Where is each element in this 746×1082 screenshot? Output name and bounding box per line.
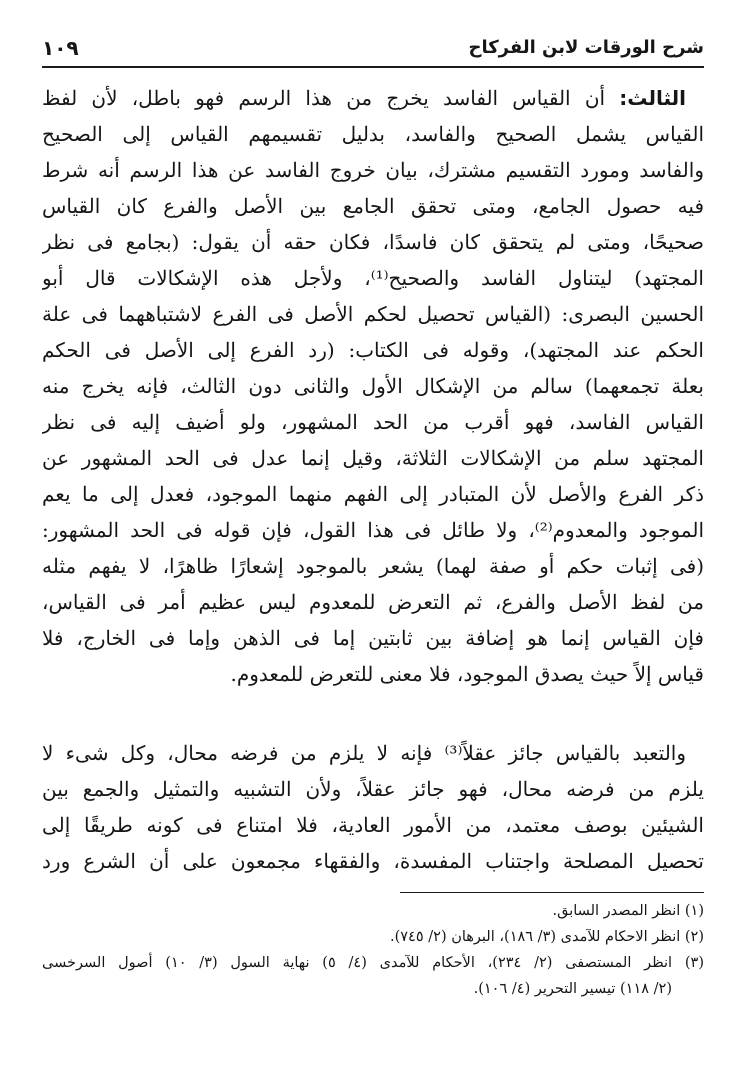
- text-line: قياس إلاً حيث يصدق الموجود، فلا معنى للتعرض للمعدوم.: [230, 662, 704, 686]
- main-paragraph: [42, 80, 704, 692]
- text-line: الحكم عند المجتهد)، وقوله فى الكتاب: (رد الفرع إلى الأصل فى الحكم: [42, 338, 704, 362]
- text-line: الشيئين بوصف معتمد، من الأمور العادية، فلا امتناع فى كونه طريقًا إلى: [42, 813, 704, 837]
- footnote-3-continued: (٢/ ١١٨) تيسير التحرير (٤/ ١٠٦).: [473, 981, 672, 997]
- text-line: الموجود والمعدوم⁽²⁾، ولا طائل فى هذا القول، فإن قوله فى الحد المشهور:: [42, 518, 704, 542]
- running-title: شرح الورقات لابن الفركاح: [468, 37, 704, 58]
- text-line: صحيحًا، ومتى لم يتحقق كان فاسدًا، فكان حقه أن يقول: (بجامع فى نظر: [42, 230, 704, 254]
- text-line: الثالث: أن القياس الفاسد يخرج من هذا الرسم فهو باطل، لأن لفظ: [42, 86, 687, 110]
- page-number: ١٠٩: [42, 36, 79, 60]
- text-line: من لفظ الأصل والفرع، ثم التعرض للمعدوم ليس عظيم أمر فى القياس،: [42, 590, 704, 614]
- text-line: ذكر الفرع والأصل لأن المتبادر إلى الفهم منهما الموجود، فعدل إلى ما يعم: [42, 482, 704, 506]
- footnote-1: (١) انظر المصدر السابق.: [552, 903, 704, 919]
- page-header: [42, 26, 704, 60]
- footnote-2: (٢) انظر الاحكام للآمدى (٣/ ١٨٦)، البرهان (٢/ ٧٤٥).: [389, 929, 704, 945]
- text-line: والتعبد بالقياس جائز عقلاً⁽³⁾ فإنه لا يلزم من فرضه محال، وكل شىء لا: [42, 741, 687, 765]
- footnote-separator: [400, 892, 704, 893]
- text-line: الحسين البصرى: (القياس تحصيل لحكم الأصل فى الفرع لاشتباههما فى علة: [42, 302, 704, 326]
- text-line: المجتهد سلم من الإشكالات الثلاثة، وقيل إنما عدل فى الحد المشهور عن: [42, 446, 704, 470]
- text-line: المجتهد) ليتناول الفاسد والصحيح⁽¹⁾، ولأجل هذه الإشكالات قال أبو: [42, 266, 704, 290]
- text-line: والفاسد ومورد التقسيم مشترك، بيان خروج الفاسد عن هذا الرسم أنه شرط: [42, 158, 704, 182]
- text-line: القياس يشمل الصحيح والفاسد، بدليل تقسيمهم القياس إلى الصحيح: [42, 122, 704, 146]
- text-line: (فى إثبات حكم أو صفة لهما) يشعر بالموجود إشعارًا ظاهرًا، لا يفهم مثله: [42, 554, 704, 578]
- footnote-3: (٣) انظر المستصفى (٢/ ٢٣٤)، الأحكام للآمدى (٤/ ٥) نهاية السول (٣/ ١٠) أصول السرخسى: [42, 955, 704, 971]
- footnotes: [42, 898, 704, 1002]
- header-rule: [42, 66, 704, 68]
- text-line: بعلة تجمعهما) سالم من الإشكال الأول والثانى دون الثالث، فإنه يخرج منه: [42, 374, 704, 398]
- text-line: فإن القياس إنما هو إضافة بين ثابتين إما فى الذهن وإما فى الخارج، فلا: [42, 626, 704, 650]
- section-lead: الثالث:: [619, 86, 687, 110]
- text-line: القياس الفاسد، فهو أقرب من الحد المشهور، ولو أضيف إليه فى نظر: [42, 410, 704, 434]
- text-line: يلزم من فرضه محال، فهو جائز عقلاً، ولأن التشبيه والتمثيل والجمع بين: [42, 777, 704, 801]
- text-line: تحصيل المصلحة واجتناب المفسدة، والفقهاء مجمعون على أن الشرع ورد: [42, 849, 704, 873]
- text-line: فيه حصول الجامع، ومتى تحقق الجامع بين الأصل والفرع كان القياس: [42, 194, 704, 218]
- second-paragraph: [42, 735, 704, 879]
